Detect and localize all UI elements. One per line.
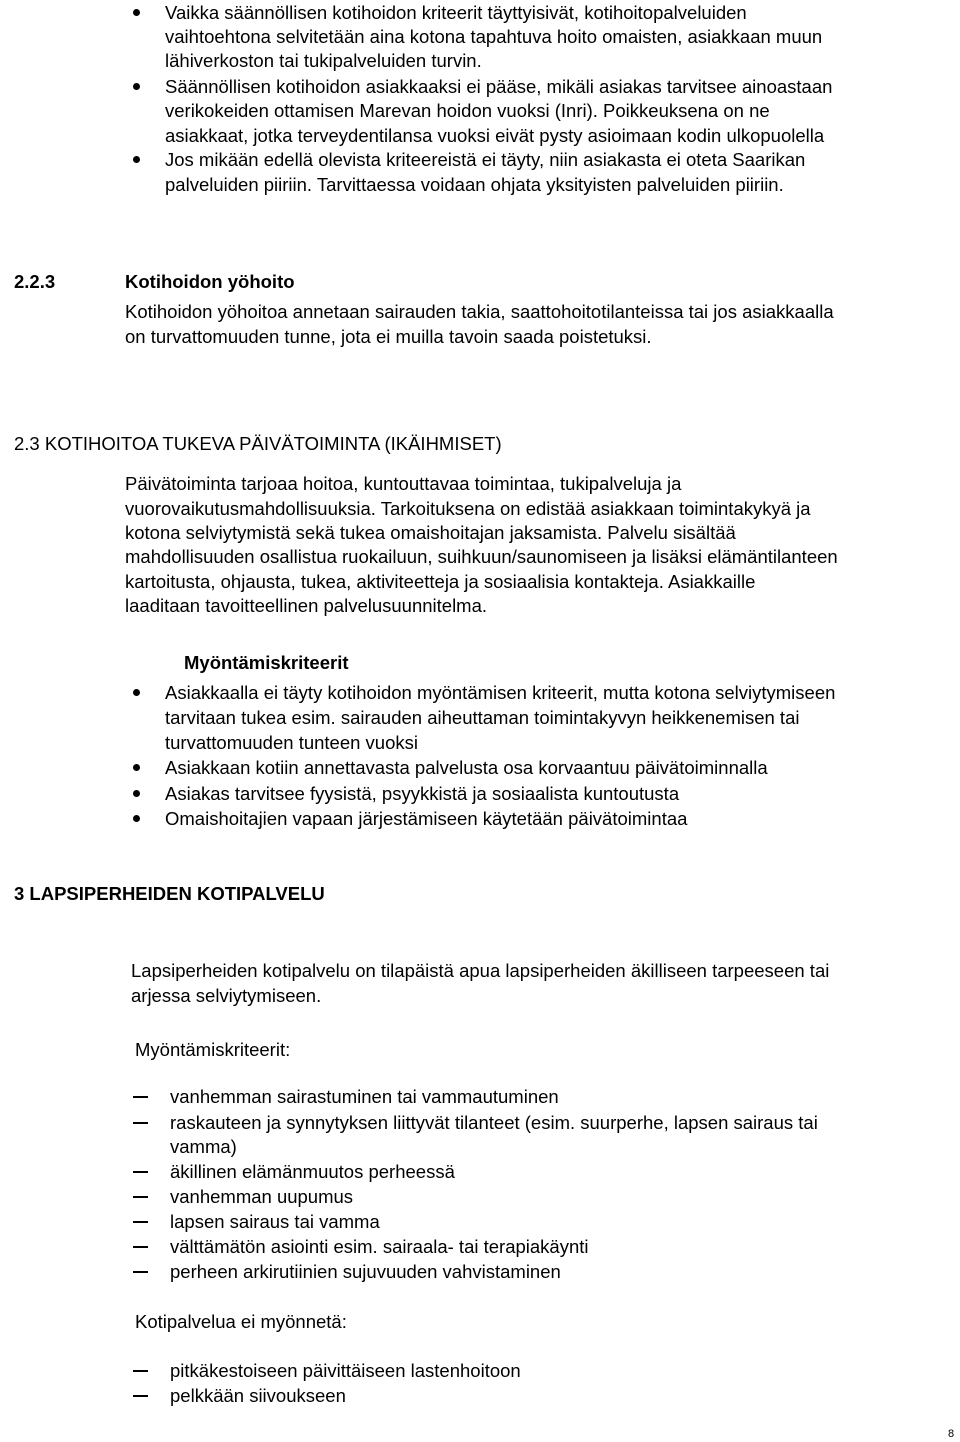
dash-icon [133,1370,148,1372]
paragraph-line: Vaikka säännöllisen kotihoidon kriteerit täyttyisivät, kotihoitopalveluiden [165,2,747,23]
list-item: välttämätön asiointi esim. sairaala- tai terapiakäynti [170,1236,589,1257]
list-item: Asiakkaan kotiin annettavasta palvelusta osa korvaantuu päivätoiminnalla [165,757,768,778]
list-item: Omaishoitajien vapaan järjestämiseen käytetään päivätoimintaa [165,808,688,829]
bullet-icon [133,689,140,696]
section-number: 2.2.3 [14,271,56,292]
dash-icon [133,1171,148,1173]
paragraph-line: Kotihoidon yöhoitoa annetaan sairauden takia, saattohoitotilanteissa tai jos asiakkaalla [125,301,834,322]
paragraph-line: asiakkaat, jotka terveydentilansa vuoksi eivät pysty asioimaan kodin ulkopuolella [165,125,825,146]
list-item: vanhemman uupumus [170,1186,354,1207]
list-item: lapsen sairaus tai vamma [170,1211,380,1232]
list-item: vamma) [170,1136,237,1157]
dash-icon [133,1096,148,1098]
bullet-icon [133,790,140,797]
list-item: vanhemman sairastuminen tai vammautuminen [170,1086,559,1107]
paragraph-line: lähiverkoston tai tukipalveluiden turvin. [165,50,482,71]
list-item: turvattomuuden tunteen vuoksi [165,732,418,753]
paragraph-line: kartoitusta, ohjausta, tukea, aktiviteetteja ja sosiaalisia kontakteja. Asiakkaille [125,571,756,592]
list-item: Asiakas tarvitsee fyysistä, psyykkistä ja sosiaalista kuntoutusta [165,783,680,804]
dash-icon [133,1122,148,1124]
bullet-icon [133,83,140,90]
list-item: pelkkään siivoukseen [170,1385,346,1406]
list-item: Asiakkaalla ei täyty kotihoidon myöntämisen kriteerit, mutta kotona selviytymiseen [165,682,836,703]
page-number: 8 [948,1428,955,1440]
paragraph-line: kotona selviytymistä sekä tukea omaishoitajan jaksamista. Palvelu sisältää [125,522,736,543]
paragraph-line: vuorovaikutusmahdollisuuksia. Tarkoituksena on edistää asiakkaan toimintakykyä ja [125,498,811,519]
not-granted-heading: Kotipalvelua ei myönnetä: [135,1311,347,1332]
list-item: perheen arkirutiinien sujuvuuden vahvistaminen [170,1261,561,1282]
criteria-heading: Myöntämiskriteerit [184,652,349,673]
list-item: tarvitaan tukea esim. sairauden aiheuttaman toimintakyvyn heikkenemisen tai [165,707,800,728]
bullet-icon [133,815,140,822]
dash-icon [133,1246,148,1248]
paragraph-line: on turvattomuuden tunne, jota ei muilla tavoin saada poistetuksi. [125,326,652,347]
bullet-icon [133,9,140,16]
dash-icon [133,1196,148,1198]
paragraph-line: Päivätoiminta tarjoaa hoitoa, kuntouttavaa toimintaa, tukipalveluja ja [125,473,682,494]
paragraph-line: arjessa selviytymiseen. [131,985,322,1006]
section-title: Kotihoidon yöhoito [125,271,295,292]
paragraph-line: Säännöllisen kotihoidon asiakkaaksi ei pääse, mikäli asiakas tarvitsee ainoastaan [165,76,833,97]
paragraph-line: vaihtoehtona selvitetään aina kotona tapahtuva hoito omaisten, asiakkaan muun [165,26,823,47]
criteria-heading: Myöntämiskriteerit: [135,1039,291,1060]
dash-icon [133,1221,148,1223]
paragraph-line: Jos mikään edellä olevista kriteereistä ei täyty, niin asiakasta ei oteta Saarikan [165,149,806,170]
section-heading: 3 LAPSIPERHEIDEN KOTIPALVELU [14,883,325,904]
bullet-icon [133,156,140,163]
dash-icon [133,1271,148,1273]
list-item: raskauteen ja synnytyksen liittyvät tilanteet (esim. suurperhe, lapsen sairaus tai [170,1112,818,1133]
bullet-icon [133,764,140,771]
list-item: pitkäkestoiseen päivittäiseen lastenhoitoon [170,1360,521,1381]
section-heading: 2.3 KOTIHOITOA TUKEVA PÄIVÄTOIMINTA (IKÄIHMISET) [14,433,502,454]
paragraph-line: palveluiden piiriin. Tarvittaessa voidaan ohjata yksityisten palveluiden piiriin. [165,174,784,195]
paragraph-line: Lapsiperheiden kotipalvelu on tilapäistä apua lapsiperheiden äkilliseen tarpeeseen tai [131,960,830,981]
paragraph-line: laaditaan tavoitteellinen palvelusuunnitelma. [125,595,488,616]
list-item: äkillinen elämänmuutos perheessä [170,1161,455,1182]
dash-icon [133,1395,148,1397]
paragraph-line: mahdollisuuden osallistua ruokailuun, suihkuun/saunomiseen ja lisäksi elämäntilanteen [125,546,838,567]
paragraph-line: verikokeiden ottamisen Marevan hoidon vuoksi (Inri). Poikkeuksena on ne [165,100,770,121]
